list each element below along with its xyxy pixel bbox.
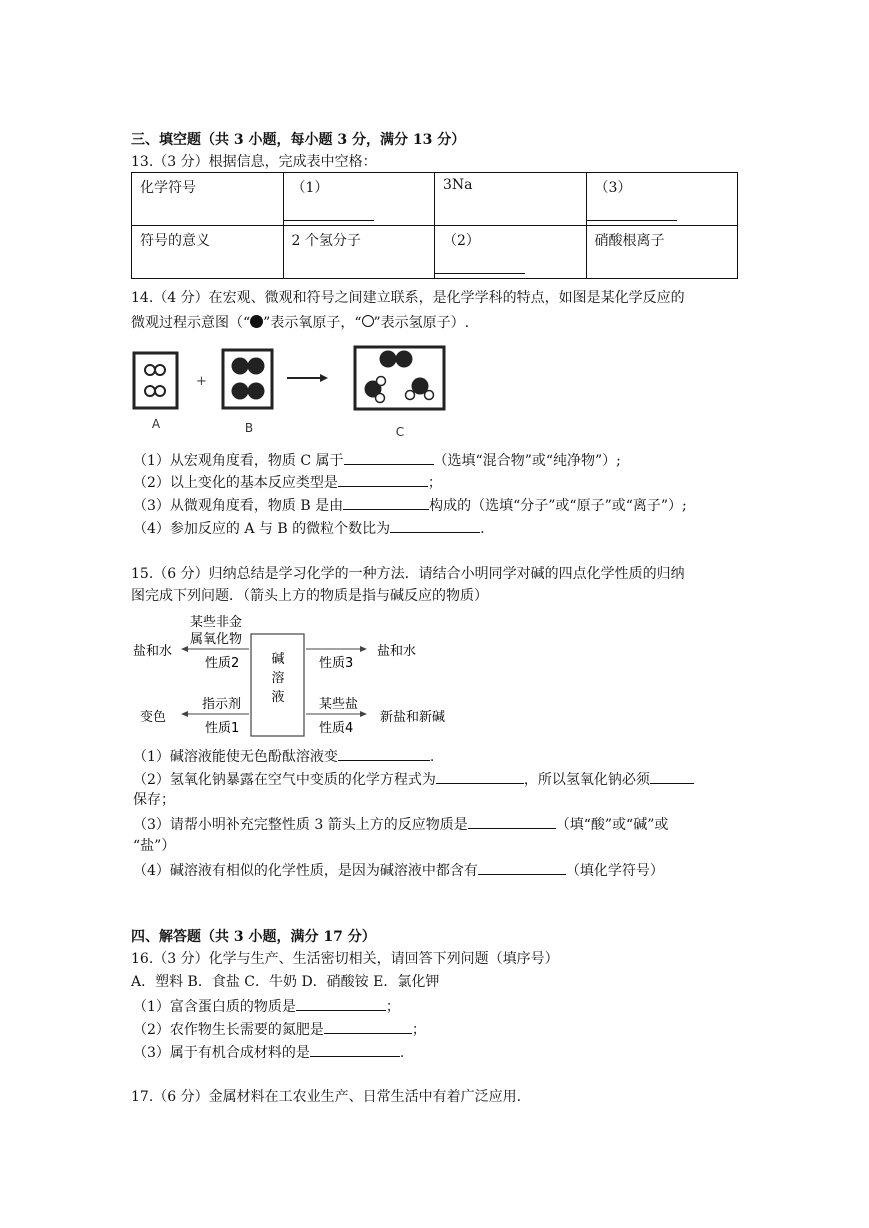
salt-water-right: 盐和水	[377, 644, 417, 659]
answer-blank[interactable]	[338, 746, 430, 761]
indicator-label: 指示剂	[202, 697, 242, 712]
q15-stem-line2: 图完成下列问题．（箭头上方的物质是指与碱反应的物质）	[131, 588, 488, 604]
q13-stem: 13.（3 分）根据信息，完成表中空格：	[131, 154, 377, 170]
q15-sub3	[133, 814, 668, 834]
text: （1）从宏观角度看，物质 C 属于	[133, 453, 344, 469]
property-label: 性质4	[319, 721, 354, 736]
q14-stem-part: ”表示氧原子，“	[263, 315, 362, 331]
section4-heading: 四、解答题（共 3 小题，满分 17 分）	[131, 929, 376, 945]
reaction-diagram	[125, 340, 455, 445]
answer-blank[interactable]	[343, 495, 429, 510]
answer-blank[interactable]	[310, 1042, 400, 1057]
text: ；	[411, 1022, 426, 1038]
box-b	[223, 350, 272, 408]
answer-blank[interactable]	[650, 769, 694, 784]
q15-sub1	[133, 746, 434, 766]
property-label: 性质3	[319, 656, 354, 671]
text: 构成的（选填“分子”或“原子”或“离子”）;	[429, 498, 687, 514]
text: .	[399, 1045, 405, 1061]
q17-stem: 17.（6 分）金属材料在工农业生产、日常生活中有着广泛应用.	[131, 1089, 522, 1105]
q14-stem-line2	[131, 314, 469, 332]
text: （填化学符号）	[565, 863, 664, 879]
q14-stem-line1: 14.（4 分）在宏观、微观和符号之间建立联系，是化学学科的特点，如图是某化学反应的	[131, 290, 685, 306]
blank-label: （2）	[443, 233, 480, 249]
property-label: 性质2	[205, 656, 240, 671]
table-cell: 化学符号	[132, 173, 284, 226]
q14-sub1	[133, 450, 621, 470]
answer-blank[interactable]	[436, 769, 524, 784]
q16-sub1	[133, 996, 400, 1016]
text: （2）氢氧化钠暴露在空气中变质的化学方程式为	[133, 772, 436, 788]
answer-blank[interactable]	[478, 860, 566, 875]
arrow-left-icon	[181, 646, 188, 652]
q14-sub2	[133, 472, 442, 492]
arrow-head-icon	[320, 374, 328, 382]
arrow-right-icon	[360, 711, 367, 717]
text: （3）属于有机合成材料的是	[133, 1045, 310, 1061]
answer-blank[interactable]	[468, 814, 556, 829]
table-cell: 符号的意义	[132, 226, 284, 279]
answer-blank[interactable]	[390, 518, 480, 533]
color-change-label: 变色	[140, 710, 167, 725]
table-cell	[435, 226, 587, 279]
answer-blank[interactable]	[338, 472, 428, 487]
table-cell	[586, 173, 738, 226]
q15-stem-line1: 15.（6 分）归纳总结是学习化学的一种方法．请结合小明同学对碱的四点化学性质的归纳	[131, 566, 685, 582]
text: （选填“混合物”或“纯净物”）;	[433, 453, 621, 469]
box-a	[134, 353, 177, 408]
q14-sub3	[133, 495, 687, 515]
q15-sub2-cont: 保存；	[133, 792, 175, 808]
text: .	[429, 749, 435, 765]
answer-blank-1[interactable]	[284, 220, 374, 221]
text: .	[480, 521, 485, 537]
label-b: B	[244, 421, 254, 435]
q15-sub4	[133, 860, 664, 880]
q16-sub3	[133, 1042, 404, 1062]
q16-sub2	[133, 1019, 426, 1039]
answer-blank-2[interactable]	[435, 273, 525, 274]
arrow-right-icon	[360, 646, 367, 652]
q15-sub3-cont: “盐”）	[133, 838, 176, 854]
center-text: 碱	[271, 652, 285, 667]
blank-label: （3）	[594, 180, 632, 196]
answer-blank[interactable]	[344, 450, 434, 465]
table-cell: 3Na	[435, 173, 587, 226]
q14-stem-part: ”表示氢原子）.	[373, 315, 470, 331]
text: （1）碱溶液能使无色酚酞溶液变	[133, 749, 338, 765]
label-a: A	[151, 417, 161, 431]
text: ，所以氢氧化钠必须	[523, 772, 650, 788]
salt-water-left: 盐和水	[133, 644, 173, 659]
arrow-left-icon	[181, 711, 188, 717]
label-c: C	[395, 425, 405, 439]
table-cell: 2 个氢分子	[283, 226, 435, 279]
answer-blank[interactable]	[324, 1019, 412, 1034]
new-salt-base-label: 新盐和新碱	[380, 710, 446, 725]
table-cell: 硝酸根离子	[586, 226, 738, 279]
table-row	[132, 226, 738, 279]
text: ；	[427, 475, 442, 491]
text: （3）请帮小明补充完整性质 3 箭头上方的反应物质是	[133, 817, 468, 833]
text: （4）参加反应的 A 与 B 的微粒个数比为	[133, 521, 391, 537]
center-text: 液	[271, 690, 285, 705]
text: （4）碱溶液有相似的化学性质，是因为碱溶液中都含有	[133, 863, 478, 879]
center-text: 溶	[271, 671, 285, 686]
text: （3）从微观角度看，物质 B 是由	[133, 498, 344, 514]
text: （2）以上变化的基本反应类型是	[133, 475, 338, 491]
table-row	[132, 173, 738, 226]
answer-blank-3[interactable]	[587, 220, 677, 221]
nonmetal-oxide-label: 某些非金	[190, 615, 243, 630]
table-cell	[283, 173, 435, 226]
some-salts-label: 某些盐	[319, 697, 359, 712]
q13-table	[131, 172, 738, 279]
section3-heading: 三、填空题（共 3 小题，每小题 3 分，满分 13 分）	[131, 132, 466, 148]
q16-options: A．塑料 B．食盐 C．牛奶 D．硝酸铵 E．氯化钾	[131, 974, 440, 990]
q16-stem: 16.（3 分）化学与生产、生活密切相关，请回答下列问题（填序号）	[131, 951, 559, 967]
q14-sub4	[133, 518, 485, 538]
plus-sign: +	[196, 374, 207, 389]
text: （1）富含蛋白质的物质是	[133, 999, 296, 1015]
text: （填“酸”或“碱”或	[555, 817, 669, 833]
text: （2）农作物生长需要的氮肥是	[133, 1022, 324, 1038]
base-properties-diagram	[125, 610, 465, 740]
text: ；	[385, 999, 400, 1015]
blank-label: （1）	[291, 180, 329, 196]
answer-blank[interactable]	[296, 996, 386, 1011]
oxygen-atom-icon	[250, 315, 263, 328]
property-label: 性质1	[205, 721, 240, 736]
nonmetal-oxide-label: 属氧化物	[190, 632, 243, 647]
hydrogen-atom-icon	[362, 315, 374, 327]
q14-stem-part: 微观过程示意图（“	[131, 315, 251, 331]
q15-sub2	[133, 769, 694, 789]
